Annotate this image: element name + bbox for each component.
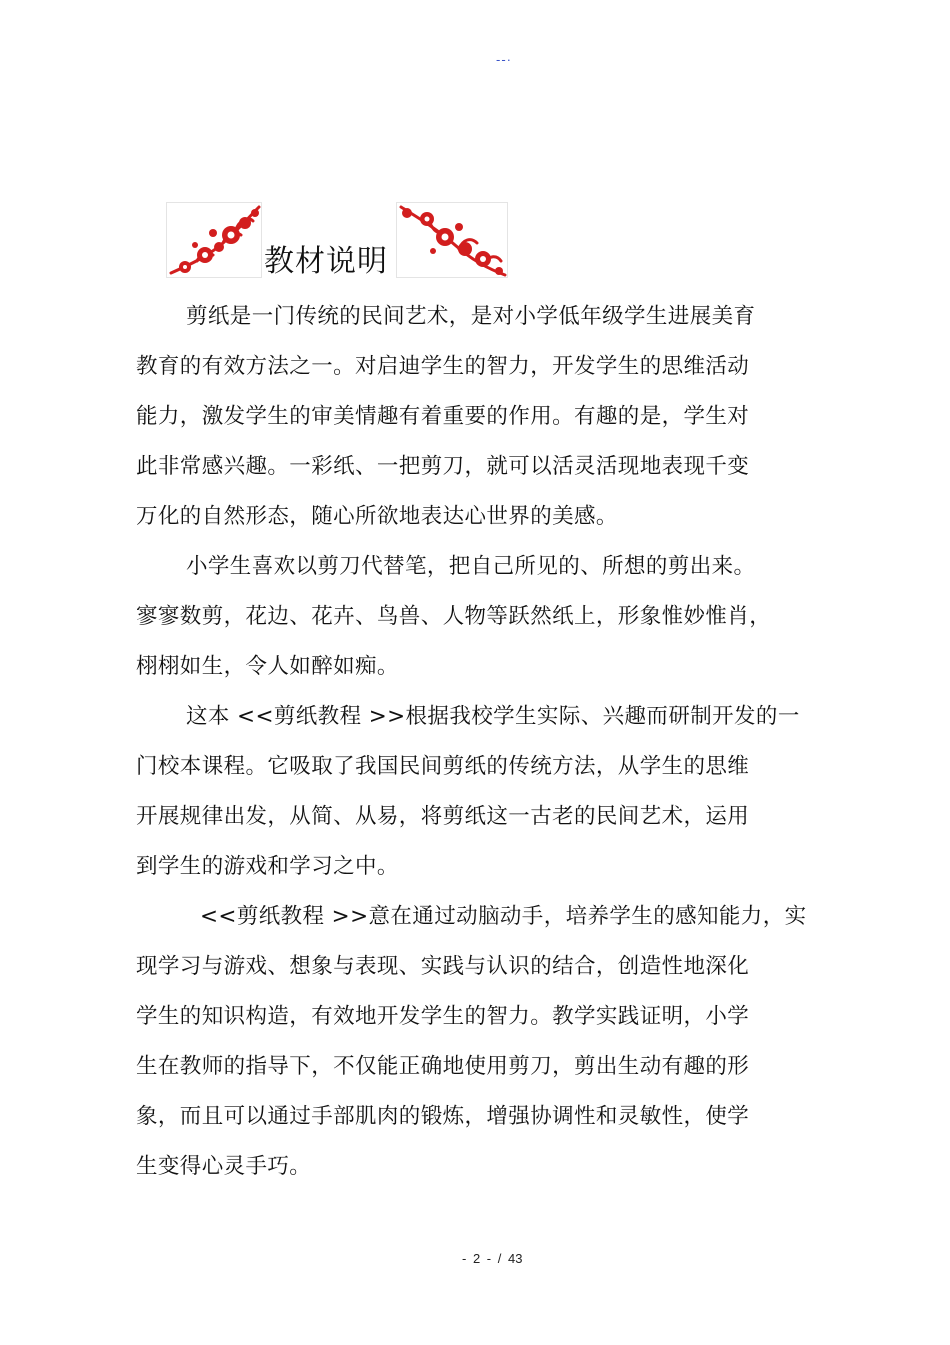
body-line-15: 学生的知识构造，有效地开发学生的智力。教学实践证明，小学 [136,1004,750,1029]
papercut-plum-right-icon [396,202,508,278]
title-row [166,198,508,278]
body-line-3: 能力，激发学生的审美情趣有着重要的作用。有趣的是，学生对 [136,404,750,429]
body-line-17: 象，而且可以通过手部肌肉的锻炼，增强协调性和灵敏性，使学 [136,1104,750,1129]
body-line-4: 此非常感兴趣。一彩纸、一把剪刀，就可以活灵活现地表现千变 [136,454,750,479]
body-line-16: 生在教师的指导下，不仅能正确地使用剪刀，剪出生动有趣的形 [136,1054,750,1079]
page-total: 43 [508,1251,523,1266]
body-line-9: 这本 <<剪纸教程 >>根据我校学生实际、兴趣而研制开发的一 [186,704,800,729]
header-mark: --· [496,52,512,67]
body-line-1: 剪纸是一门传统的民间艺术，是对小学低年级学生进展美育 [186,304,756,329]
body-line-10: 门校本课程。它吸取了我国民间剪纸的传统方法，从学生的思维 [136,754,750,779]
body-line-6: 小学生喜欢以剪刀代替笔，把自己所见的、所想的剪出来。 [186,554,756,579]
body-line-7: 寥寥数剪，花边、花卉、鸟兽、人物等跃然纸上，形象惟妙惟肖， [136,604,772,629]
papercut-plum-left-icon [166,202,262,278]
page-number: - 2 - [462,1251,492,1266]
body-line-11: 开展规律出发，从简、从易，将剪纸这一古老的民间艺术，运用 [136,804,750,829]
document-title: 教材说明 [264,244,388,279]
body-line-2: 教育的有效方法之一。对启迪学生的智力，开发学生的思维活动 [136,354,750,379]
body-line-8: 栩栩如生，令人如醉如痴。 [136,654,399,679]
body-line-18: 生变得心灵手巧。 [136,1154,312,1179]
body-line-14: 现学习与游戏、想象与表现、实践与认识的结合，创造性地深化 [136,954,750,979]
page-separator: / [497,1251,502,1266]
body-line-5: 万化的自然形态，随心所欲地表达心世界的美感。 [136,504,618,529]
page-footer [462,1251,522,1266]
body-line-13: <<剪纸教程 >>意在通过动脑动手，培养学生的感知能力，实 [200,904,807,929]
body-line-12: 到学生的游戏和学习之中。 [136,854,399,879]
